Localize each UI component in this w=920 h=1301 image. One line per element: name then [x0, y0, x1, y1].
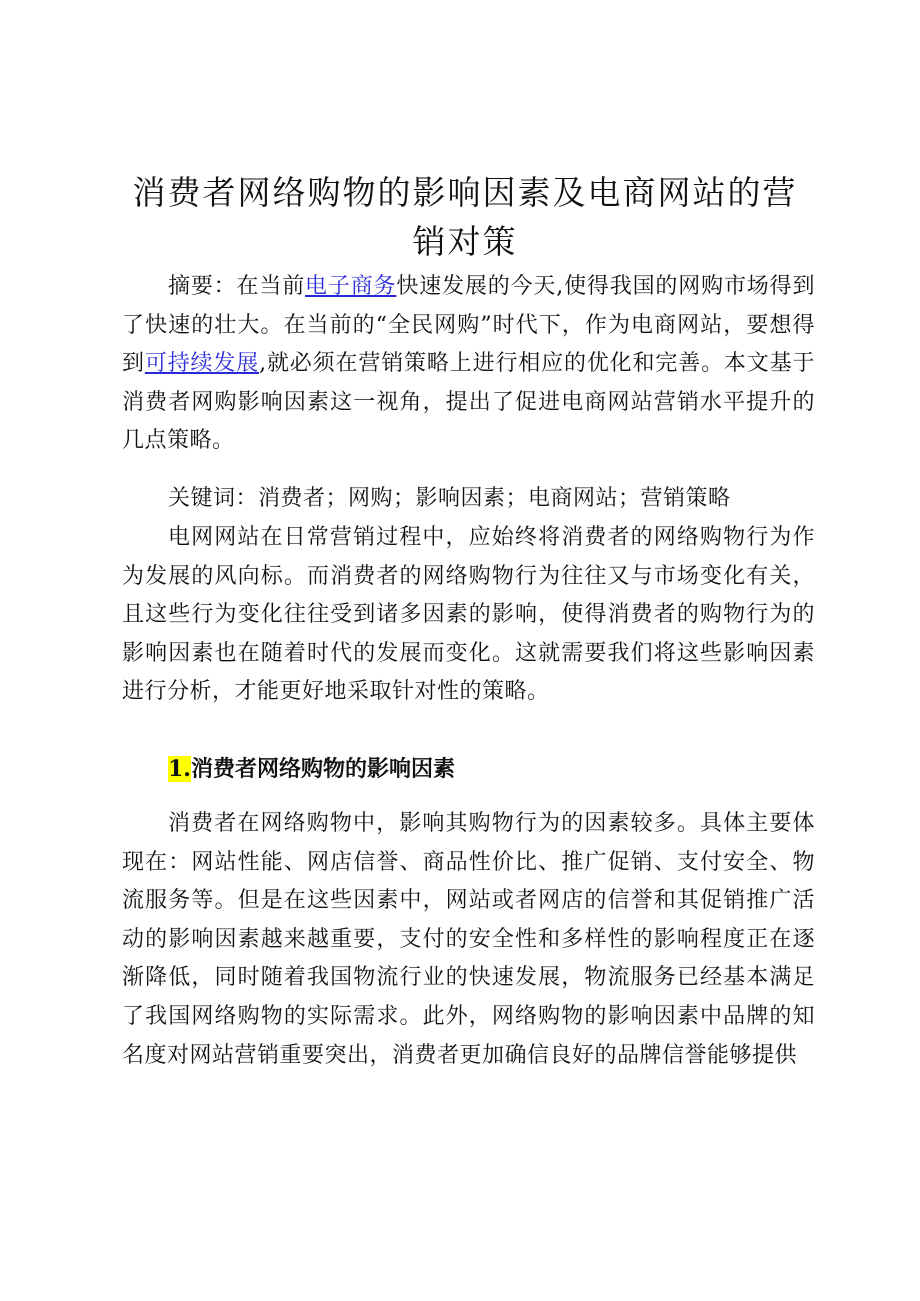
intro-paragraph: 电网网站在日常营销过程中，应始终将消费者的网络购物行为作为发展的风向标。而消费者的网络购物行为往往又与市场变化有关，且这些行为变化往往受到诸多因素的影响，使得消费者的购物行为的影响因素也在随着时代的发展而变化。这就需要我们将这些影响因素进行分析，才能更好地采取针对性的策略。 — [122, 525, 815, 705]
abstract-label: 摘要： — [168, 274, 237, 299]
link-sustainable-development[interactable]: 可持续发展 — [144, 351, 260, 377]
keywords-line: 关键词：消费者；网购；影响因素；电商网站；营销策略 — [168, 486, 731, 511]
section-heading — [168, 750, 455, 788]
document-title: 消费者网络购物的影响因素及电商网站的营销对策 — [132, 173, 798, 261]
section-number: 1. — [168, 756, 191, 782]
abstract-text-pre: 在当前 — [236, 274, 306, 299]
link-ecommerce[interactable]: 电子商务 — [305, 274, 397, 299]
section-body-paragraph: 消费者在网络购物中，影响其购物行为的因素较多。具体主要体现在：网站性能、网店信誉、商品性价比、推广促销、支付安全、物流服务等。但是在这些因素中，网站或者网店的信誉和其促销推广活动的影响因素越来越重要，支付的安全性和多样性的影响程度正在逐渐降低，同时随着我国物流行业的快速发展，物流服务已经基本满足了我国网络购物的实际需求。此外，网络购物的影响因素中品牌的知名度对网站营销重要突出，消费者更加确信良好的品牌信誉能够提供 — [122, 811, 815, 1068]
abstract-paragraph — [122, 268, 815, 461]
section-heading-text: 消费者网络购物的影响因素 — [190, 756, 455, 782]
abstract-text-post: ,就必须在营销策略上进行相应的优化和完善。本文基于消费者网购影响因素这一视角，提出了促进电商网站营销水平提升的几点策略。 — [122, 351, 815, 454]
abstract-text-mid: 快速发展的今天,使得我国的网购市场得到了快速的壮大。在当前的“全民网购”时代下，作为电商网站，要想得到 — [122, 274, 815, 377]
